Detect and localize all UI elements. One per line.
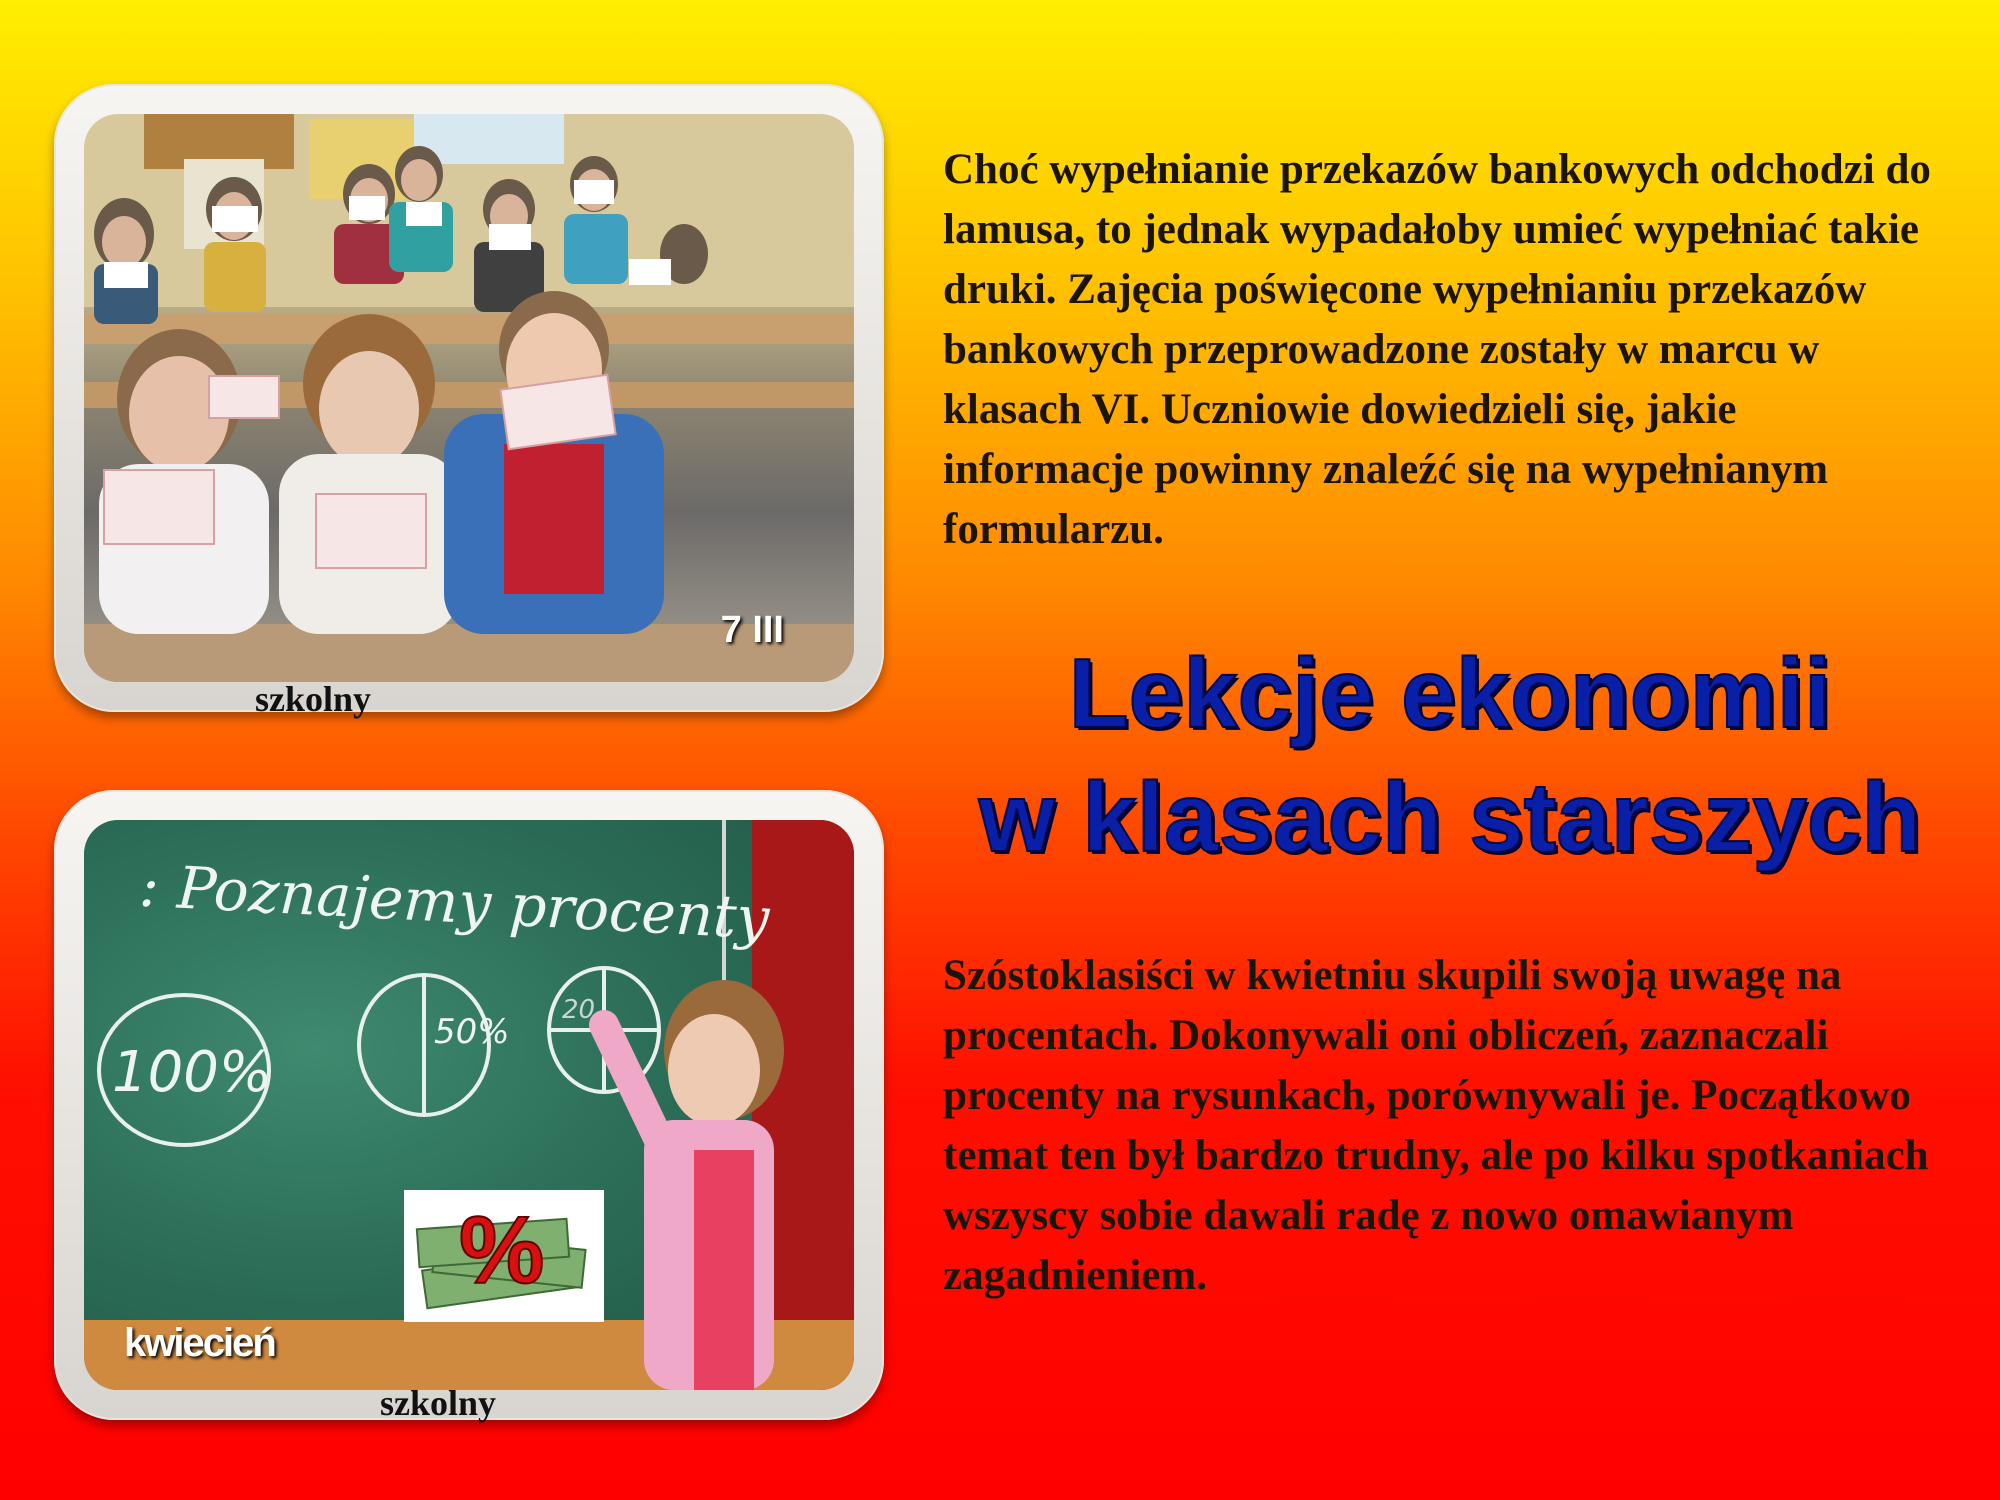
date-label-march: 7 III <box>720 609 784 651</box>
classroom-illustration <box>84 114 854 682</box>
chalkboard-label-50: 50% <box>434 1012 510 1052</box>
chalkboard-label-20: 20 <box>562 995 596 1025</box>
paragraph-percentages: Szóstoklasiści w kwietniu skupili swoją uwagę na procentach. Dokonywali oni obliczeń, zaznaczali procenty na rysunkach, porównywali je. Początkowo temat ten był bardzo trudny, ale po kilku spotkaniach wszyscy sobie dawali radę z nowo omawianym zagadnieniem. <box>943 952 1929 1299</box>
photo-caption-bottom: szkolny <box>380 1383 497 1423</box>
page-title-line-2: w klasach starszych <box>978 762 1922 872</box>
photo-frame-chalkboard <box>54 790 884 1420</box>
percent-symbol: % <box>459 1197 545 1304</box>
classroom-photo <box>84 114 854 682</box>
chalkboard-photo <box>84 820 854 1390</box>
page-title-line-1: Lekcje ekonomii <box>1068 638 1832 748</box>
photo-caption-top: szkolny <box>255 679 372 719</box>
chalkboard-label-100: 100% <box>112 1040 273 1105</box>
date-label-april: kwiecień <box>124 1321 275 1365</box>
chalkboard-title: : Poznajemy procenty <box>137 851 771 953</box>
money-percent-icon <box>404 1190 604 1322</box>
photo-frame-classroom <box>54 84 884 712</box>
paragraph-bank-transfers: Choć wypełnianie przekazów bankowych odchodzi do lamusa, to jednak wypadałoby umieć wypełniać takie druki. Zajęcia poświęcone wypełnianiu przekazów bankowych przeprowadzone zostały w marcu w klasach VI. Uczniowie dowiedzieli się, jakie informacje powinny znaleźć się na wypełnianym formularzu. <box>943 146 1931 553</box>
